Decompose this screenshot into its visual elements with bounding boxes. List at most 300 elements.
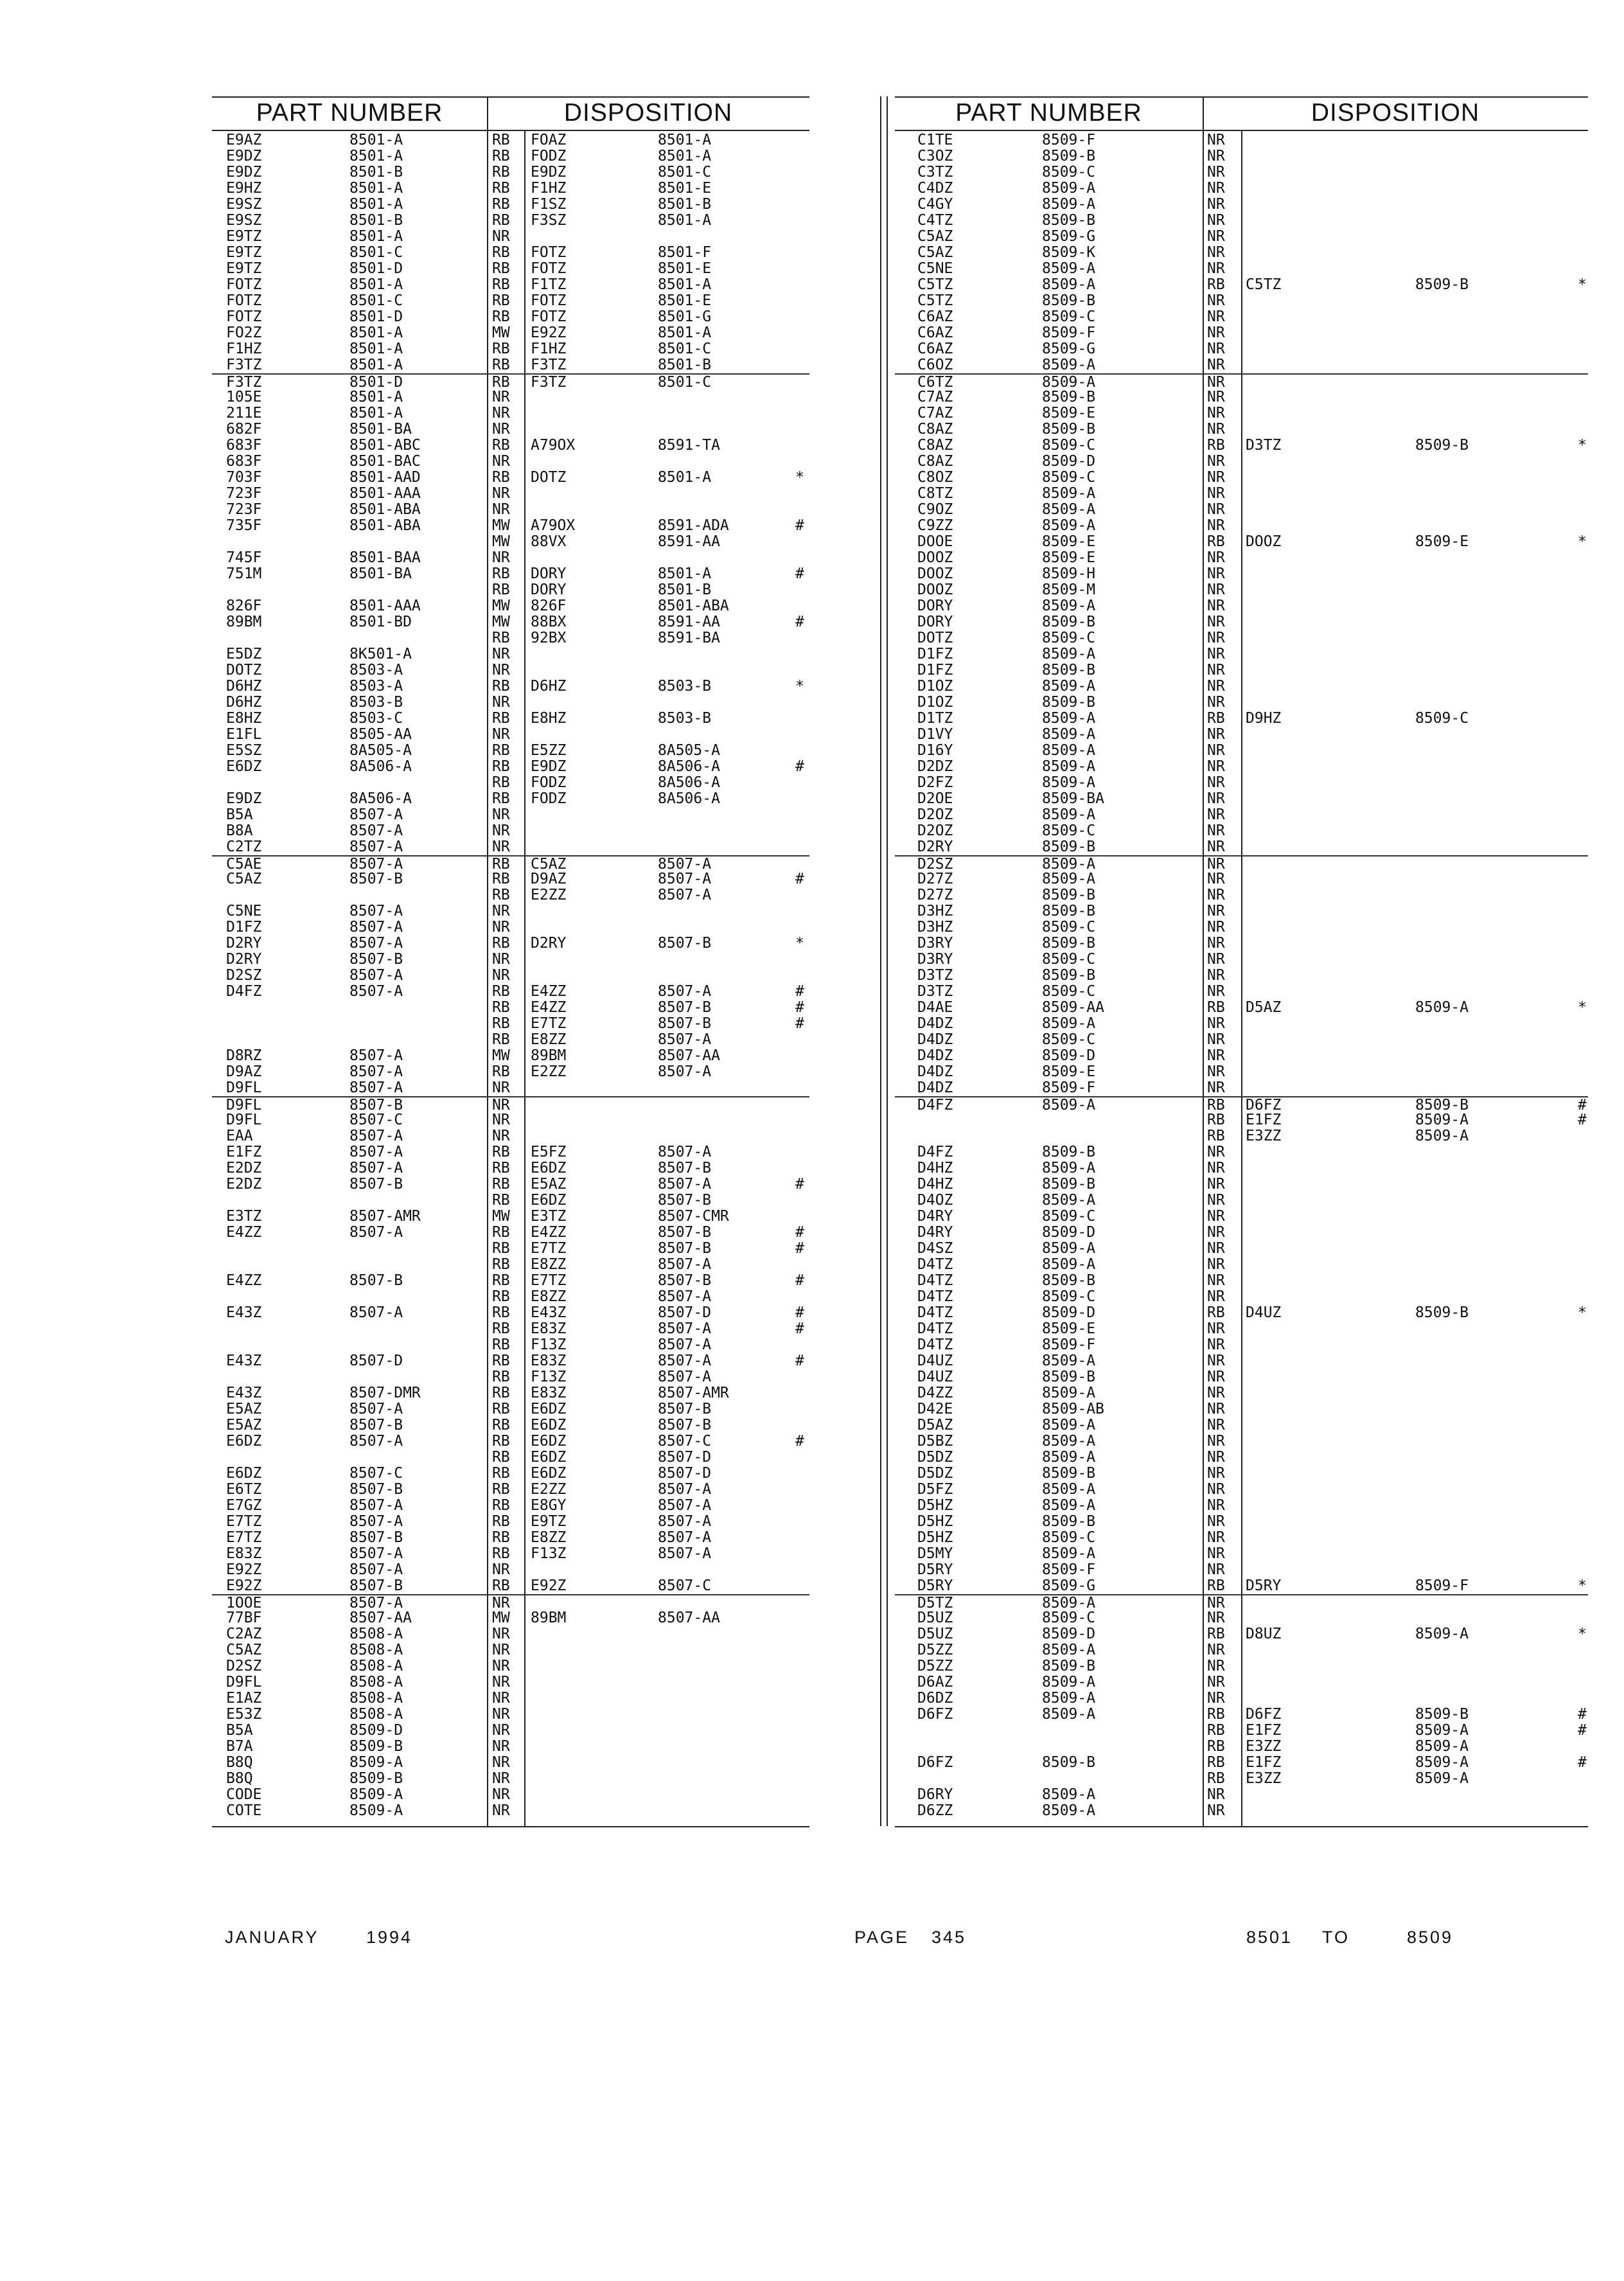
suffix-cell: 8507-A [349,1079,403,1096]
suffix-cell: 8509-F [1042,132,1096,148]
footer-year: 1994 [366,1928,413,1947]
part-number-cell: C5AZ [917,244,953,261]
table-row [895,132,1588,148]
code-cell: NR [492,1595,510,1611]
part-number-cell: C6AZ [917,341,953,357]
table-row [895,1305,1588,1321]
new-suffix-cell: 8507-B [658,1192,712,1209]
new-suffix-cell: 8501-E [658,260,712,277]
part-number-cell: E2DZ [226,1160,262,1176]
new-suffix-cell: 8A506-A [658,790,720,807]
suffix-cell: 8507-B [349,1272,403,1289]
suffix-cell: 8501-D [349,308,403,325]
part-number-cell: D5TZ [917,1595,953,1611]
code-cell: NR [1207,1385,1225,1401]
code-cell: NR [1207,1690,1225,1707]
table-row [895,839,1588,855]
part-number-cell: D27Z [917,871,953,887]
part-number-cell: D8RZ [226,1047,262,1064]
new-part-cell: E7TZ [531,1015,567,1032]
suffix-cell: 8507-B [349,1481,403,1498]
part-number-cell: 751M [226,565,262,582]
new-part-cell: E5ZZ [531,742,567,759]
code-cell: NR [1207,421,1225,438]
suffix-cell: 8503-A [349,662,403,679]
flag-cell: * [1578,533,1587,550]
new-part-cell: E9DZ [531,758,567,775]
part-number-cell: 745F [226,549,262,566]
code-cell: NR [1207,1144,1225,1160]
new-part-cell: E6DZ [531,1417,567,1433]
part-number-cell: B5A [226,806,253,823]
code-cell: NR [1207,389,1225,405]
suffix-cell: 8509-A [1042,276,1096,293]
part-number-cell: E6DZ [226,758,262,775]
suffix-cell: 8509-C [1042,437,1096,454]
code-cell: RB [492,1320,510,1337]
suffix-cell: 8507-A [349,1401,403,1417]
code-cell: NR [492,951,510,968]
part-number-cell: C9OZ [917,501,953,518]
table-row [212,1353,809,1369]
table-row [212,1000,809,1016]
suffix-cell: 8507-A [349,1128,403,1144]
suffix-cell: 8509-A [1042,1497,1096,1514]
suffix-cell: 8501-A [349,148,403,164]
suffix-cell: 8507-B [349,871,403,887]
part-number-cell: D6AZ [917,1674,953,1691]
new-part-cell: F1SZ [531,196,567,213]
table-row [212,1498,809,1514]
code-cell: NR [1207,324,1225,341]
suffix-cell: 8509-A [1042,1256,1096,1273]
part-number-cell: 682F [226,421,262,438]
table-row [212,807,809,823]
table-row [895,936,1588,952]
table-row [212,711,809,727]
code-cell: NR [1207,244,1225,261]
suffix-cell: 8507-A [349,903,403,919]
new-part-cell: E5AZ [531,1176,567,1193]
suffix-cell: 8509-B [1042,839,1096,855]
new-suffix-cell: 8A506-A [658,758,720,775]
code-cell: RB [1207,437,1225,454]
code-cell: NR [1207,517,1225,534]
suffix-cell: 8509-B [1042,212,1096,229]
table-row [212,1032,809,1048]
table-row [895,341,1588,357]
new-suffix-cell: 8501-A [658,469,712,486]
part-number-cell: 105E [226,389,262,405]
new-part-cell: E3TZ [531,1208,567,1225]
table-row [895,1257,1588,1273]
code-cell: NR [1207,1208,1225,1225]
code-cell: NR [492,967,510,984]
code-cell: NR [492,1754,510,1771]
part-number-cell: C8AZ [917,421,953,438]
table-row [895,1739,1588,1755]
table-row [895,454,1588,470]
table-row [895,1674,1588,1691]
part-number-cell: D6FZ [917,1706,953,1723]
part-number-cell: 211E [226,405,262,422]
new-part-cell: FODZ [531,148,567,164]
part-number-cell: E4ZZ [226,1272,262,1289]
code-cell: RB [492,374,510,391]
code-cell: RB [492,341,510,357]
code-cell: MW [492,533,510,550]
code-cell: RB [492,308,510,325]
code-cell: NR [1207,1240,1225,1257]
part-number-cell: D4DZ [917,1047,953,1064]
part-number-cell: 703F [226,469,262,486]
suffix-cell: 8507-A [349,1304,403,1321]
code-cell: NR [1207,485,1225,502]
code-cell: RB [492,357,510,373]
new-part-cell: F13Z [531,1369,567,1385]
table-row [212,1273,809,1289]
suffix-cell: 8507-A [349,839,403,855]
flag-cell: # [1578,1754,1587,1771]
table-row [895,1723,1588,1739]
suffix-cell: 8509-AB [1042,1401,1104,1417]
new-part-cell: E6DZ [531,1465,567,1482]
new-part-cell: F3SZ [531,212,567,229]
part-number-cell: DORY [917,614,953,630]
table-row [212,952,809,968]
new-suffix-cell: 8501-C [658,164,712,181]
suffix-cell: 8509-A [1042,758,1096,775]
code-cell: NR [492,1561,510,1578]
new-part-cell: FOTZ [531,244,567,261]
suffix-cell: 8A505-A [349,742,412,759]
table-row [212,213,809,229]
table-row [212,1257,809,1273]
code-cell: RB [492,856,510,873]
table-row [212,1225,809,1241]
code-cell: RB [1207,1770,1225,1787]
code-cell: NR [492,1128,510,1144]
code-cell: RB [492,1417,510,1433]
new-suffix-cell: 8507-B [658,1015,712,1032]
suffix-cell: 8509-A [349,1786,403,1803]
table-row [212,1707,809,1723]
suffix-cell: 8509-B [1042,1754,1096,1771]
part-number-cell: E43Z [226,1353,262,1369]
suffix-cell: 8509-C [1042,164,1096,181]
suffix-cell: 8509-A [1042,726,1096,743]
code-cell: NR [1207,228,1225,245]
table-row [212,1176,809,1193]
code-cell: RB [492,630,510,646]
table-row [212,1594,809,1611]
flag-cell: # [795,1304,804,1321]
suffix-cell: 8509-B [1042,148,1096,164]
new-suffix-cell: 8501-G [658,308,712,325]
new-suffix-cell: 8507-B [658,999,712,1016]
new-part-cell: E8ZZ [531,1288,567,1305]
suffix-cell: 8509-B [1042,614,1096,630]
suffix-cell: 8509-F [1042,1079,1096,1096]
code-cell: RB [492,180,510,197]
part-number-cell: C9ZZ [917,517,953,534]
part-number-cell: D5ZZ [917,1642,953,1658]
part-number-cell: D3RY [917,951,953,968]
new-part-cell: FODZ [531,774,567,791]
part-number-cell: F1HZ [226,341,262,357]
table-row [895,887,1588,903]
part-number-cell: DOOZ [917,549,953,566]
suffix-cell: 8509-A [1042,856,1096,873]
part-number-cell: D2RY [226,951,262,968]
suffix-cell: 8509-G [1042,228,1096,245]
code-cell: MW [492,1208,510,1225]
new-part-cell: FOTZ [531,308,567,325]
part-number-cell: C6OZ [917,357,953,373]
code-cell: RB [492,1545,510,1562]
new-suffix-cell: 8503-B [658,710,712,727]
new-suffix-cell: 8501-A [658,565,712,582]
table-row [895,213,1588,229]
table-row [212,1514,809,1530]
part-number-cell: D5BZ [917,1433,953,1450]
new-suffix-cell: 8507-D [658,1449,712,1466]
new-suffix-cell: 8507-A [658,1545,712,1562]
part-number-cell: D2FZ [917,774,953,791]
code-cell: RB [492,1385,510,1401]
new-suffix-cell: 8507-B [658,1417,712,1433]
code-cell: NR [492,405,510,422]
part-number-cell: D1OZ [917,694,953,711]
suffix-cell: 8501-C [349,292,403,309]
table-row [212,1433,809,1450]
new-suffix-cell: 8501-A [658,132,712,148]
new-suffix-cell: 8507-A [658,1031,712,1048]
part-number-cell: D9FL [226,1097,262,1114]
new-part-cell: E4ZZ [531,983,567,1000]
suffix-cell: 8509-B [349,1738,403,1755]
code-cell: NR [1207,646,1225,662]
part-number-cell: C8AZ [917,437,953,454]
new-part-cell: E2ZZ [531,1481,567,1498]
part-number-cell: D16Y [917,742,953,759]
code-cell: NR [1207,630,1225,646]
code-cell: NR [492,549,510,566]
code-cell: NR [1207,196,1225,213]
code-cell: NR [492,1079,510,1096]
table-row [212,164,809,181]
part-number-cell: C1TE [917,132,953,148]
new-part-cell: 826F [531,598,567,614]
new-part-cell: E5FZ [531,1144,567,1160]
code-cell: RB [1207,1738,1225,1755]
new-suffix-cell: 8507-B [658,1224,712,1241]
suffix-cell: 8509-B [1042,967,1096,984]
table-row [212,1546,809,1562]
new-suffix-cell: 8507-A [658,1144,712,1160]
suffix-cell: 8508-A [349,1642,403,1658]
suffix-cell: 8509-D [1042,1047,1096,1064]
code-cell: NR [1207,806,1225,823]
part-number-cell: D2SZ [226,967,262,984]
table-row [895,1000,1588,1016]
code-cell: RB [492,935,510,952]
table-row [895,325,1588,341]
table-row [895,1176,1588,1193]
table-row [895,1353,1588,1369]
table-row [212,1771,809,1787]
new-part-cell: E2ZZ [531,887,567,903]
table-row [212,197,809,213]
new-part-cell: E4ZZ [531,1224,567,1241]
new-suffix-cell: 8509-A [1415,999,1469,1016]
table-row [212,759,809,775]
suffix-cell: 8509-A [1042,1097,1096,1114]
code-cell: RB [1207,999,1225,1016]
part-number-cell: E9HZ [226,180,262,197]
part-number-cell: E9TZ [226,260,262,277]
table-row [212,598,809,614]
code-cell: NR [492,806,510,823]
suffix-cell: 8509-A [1042,1802,1096,1819]
part-number-cell: DOOZ [917,565,953,582]
code-cell: NR [492,1770,510,1787]
flag-cell: # [795,1015,804,1032]
suffix-cell: 8501-ABA [349,517,421,534]
code-cell: RB [492,1513,510,1530]
table-row [895,791,1588,807]
left-disposition-header: DISPOSITION [563,99,733,127]
part-number-cell: D4OZ [917,1192,953,1209]
code-cell: NR [1207,1320,1225,1337]
suffix-cell: 8509-A [1042,1160,1096,1176]
part-number-cell: D5ZZ [917,1658,953,1674]
suffix-cell: 8505-AA [349,726,412,743]
part-number-cell: 89BM [226,614,262,630]
suffix-cell: 8509-A [1042,1706,1096,1723]
code-cell: NR [1207,341,1225,357]
table-row [212,1401,809,1417]
table-row [212,936,809,952]
code-cell: RB [492,758,510,775]
code-cell: NR [492,726,510,743]
suffix-cell: 8509-A [1042,742,1096,759]
table-row [212,1674,809,1691]
table-row [212,1064,809,1080]
suffix-cell: 8501-AAA [349,598,421,614]
suffix-cell: 8509-D [1042,1224,1096,1241]
new-part-cell: E6DZ [531,1192,567,1209]
code-cell: NR [1207,180,1225,197]
table-row [895,486,1588,502]
part-number-cell: E9AZ [226,132,262,148]
table-row [895,470,1588,486]
suffix-cell: 8501-BA [349,421,412,438]
flag-cell: * [1578,276,1587,293]
new-suffix-cell: 8509-B [1415,1304,1469,1321]
suffix-cell: 8501-AAD [349,469,421,486]
suffix-cell: 8501-BA [349,565,412,582]
part-number-cell: E6TZ [226,1481,262,1498]
part-number-cell: D4FZ [917,1097,953,1114]
code-cell: NR [1207,790,1225,807]
new-part-cell: E83Z [531,1385,567,1401]
new-suffix-cell: 8509-E [1415,533,1469,550]
table-row [212,422,809,438]
suffix-cell: 8509-E [1042,533,1096,550]
suffix-cell: 8509-A [1042,1545,1096,1562]
part-number-cell: B7A [226,1738,253,1755]
new-part-cell: D3TZ [1246,437,1282,454]
table-row [212,679,809,695]
part-number-cell: D4RY [917,1224,953,1241]
suffix-cell: 8501-B [349,164,403,181]
part-number-cell: D2SZ [226,1658,262,1674]
suffix-cell: 8501-A [349,180,403,197]
new-part-cell: E1FZ [1246,1754,1282,1771]
code-cell: MW [492,598,510,614]
table-row [212,1723,809,1739]
suffix-cell: 8509-B [1042,903,1096,919]
code-cell: MW [492,1047,510,1064]
suffix-cell: 8507-D [349,1353,403,1369]
part-number-cell: B8A [226,822,253,839]
new-suffix-cell: 8507-A [658,1256,712,1273]
code-cell: NR [492,694,510,711]
flag-cell: # [795,1353,804,1369]
table-row [212,518,809,534]
table-row [212,1112,809,1128]
part-number-cell: C2TZ [226,839,262,855]
table-row [895,502,1588,518]
part-number-cell: 723F [226,501,262,518]
part-number-cell: CODE [226,1786,262,1803]
table-row [895,1691,1588,1707]
new-suffix-cell: 8509-A [1415,1626,1469,1642]
new-part-cell: F3TZ [531,374,567,391]
part-number-cell: C8AZ [917,453,953,470]
table-row [895,1658,1588,1674]
suffix-cell: 8509-B [1042,1513,1096,1530]
code-cell: RB [492,1144,510,1160]
suffix-cell: 8507-A [349,1224,403,1241]
table-row [212,1530,809,1546]
code-cell: RB [492,1304,510,1321]
code-cell: NR [1207,1513,1225,1530]
suffix-cell: 8509-A [1042,180,1096,197]
part-number-cell: D9AZ [226,1063,262,1080]
table-row [895,1160,1588,1176]
code-cell: NR [492,1722,510,1739]
new-suffix-cell: 8591-BA [658,630,720,646]
part-number-cell: D4DZ [917,1015,953,1032]
table-row [212,373,809,391]
code-cell: NR [1207,1272,1225,1289]
code-cell: NR [1207,1369,1225,1385]
new-part-cell: E1FZ [1246,1722,1282,1739]
part-number-cell: E43Z [226,1304,262,1321]
part-number-cell: D2OZ [917,806,953,823]
part-number-cell: E9DZ [226,164,262,181]
new-suffix-cell: 8507-A [658,1288,712,1305]
table-row [895,1225,1588,1241]
new-part-cell: E8GY [531,1497,567,1514]
new-part-cell: E6DZ [531,1160,567,1176]
suffix-cell: 8509-A [349,1754,403,1771]
code-cell: RB [492,1353,510,1369]
table-row [895,679,1588,695]
new-suffix-cell: 8507-D [658,1465,712,1482]
